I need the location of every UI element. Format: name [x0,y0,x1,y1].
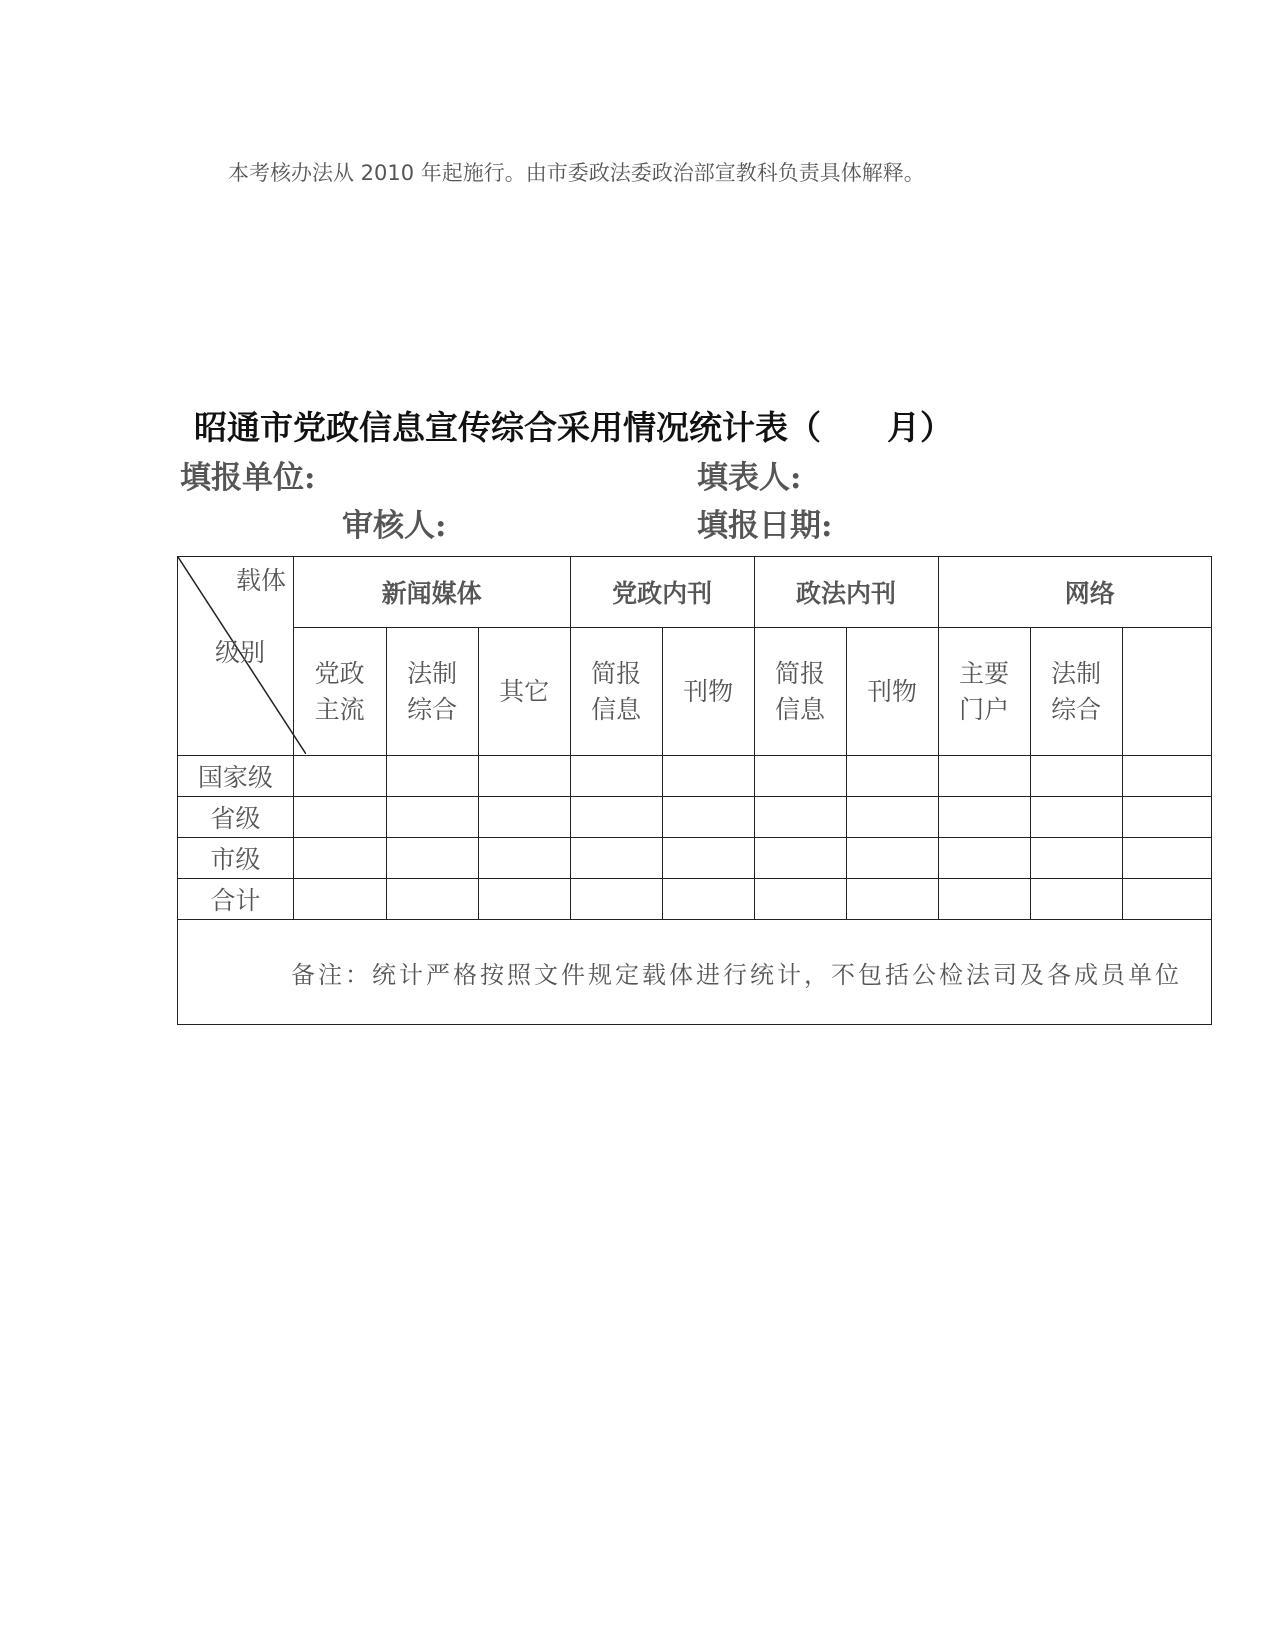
data-cell[interactable] [1030,838,1122,879]
note-text: 备注：统计严格按照文件规定载体进行统计，不包括公检法司及各成员单位 [291,960,1182,989]
subheader-line: 信息 [775,694,826,724]
group-header-network: 网络 [938,557,1211,628]
subheader-label [1051,656,1101,728]
subheader-line: 简报 [775,658,826,688]
data-cell[interactable] [938,797,1030,838]
data-cell[interactable] [570,879,662,920]
corner-label-carrier: 载体 [236,566,287,595]
data-cell[interactable] [846,797,938,838]
data-cell[interactable] [386,838,478,879]
data-cell[interactable] [662,756,754,797]
data-cell[interactable] [754,797,846,838]
subheader-line: 主要 [959,658,1010,688]
data-cell[interactable] [478,838,570,879]
subheader-row [178,628,1212,756]
data-cell[interactable] [1122,797,1211,838]
data-cell[interactable] [846,879,938,920]
data-cell[interactable] [938,756,1030,797]
data-cell[interactable] [662,797,754,838]
statistics-table [177,556,1212,1025]
subheader-label [959,656,1009,728]
subheader-line: 简报 [591,658,642,688]
table-row [178,756,1212,797]
intro-text: 本考核办法从 2010 年起施行。由市委政法委政治部宣教科负责具体解释。 [228,161,925,185]
subheader-cell [846,628,938,756]
data-cell[interactable] [570,756,662,797]
note-cell [178,920,1212,1025]
form-title: 昭通市党政信息宣传综合采用情况统计表（ 月） [194,408,953,447]
subheader-label [407,656,457,728]
data-cell[interactable] [1122,838,1211,879]
subheader-cell [293,628,386,756]
subheader-line: 法制 [407,658,458,688]
data-cell[interactable] [570,838,662,879]
field-unit-label: 填报单位: [180,460,316,496]
subheader-label [867,674,917,710]
subheader-line: 综合 [407,694,458,724]
row-label: 市级 [178,838,294,879]
data-cell[interactable] [293,797,386,838]
row-label: 合计 [178,879,294,920]
field-date-label: 填报日期: [697,508,833,544]
field-reviewer-label: 审核人: [342,508,447,544]
table-row [178,838,1212,879]
data-cell[interactable] [846,756,938,797]
table-row [178,797,1212,838]
subheader-label [499,674,549,710]
row-label: 省级 [178,797,294,838]
subheader-cell [386,628,478,756]
data-cell[interactable] [386,797,478,838]
data-cell[interactable] [754,756,846,797]
subheader-line: 刊物 [867,676,918,706]
subheader-label [315,656,365,728]
data-cell[interactable] [754,879,846,920]
subheader-line: 其它 [499,676,550,706]
group-header-news-media: 新闻媒体 [293,557,570,628]
row-label: 国家级 [178,756,294,797]
data-cell[interactable] [293,838,386,879]
subheader-cell [1030,628,1122,756]
table-body [178,756,1212,920]
data-cell[interactable] [1122,756,1211,797]
subheader-line: 主流 [314,694,365,724]
data-cell[interactable] [846,838,938,879]
subheader-line: 信息 [591,694,642,724]
subheader-cell [1122,628,1211,756]
data-cell[interactable] [1030,797,1122,838]
subheader-line: 门户 [959,694,1010,724]
table-row [178,879,1212,920]
data-cell[interactable] [938,879,1030,920]
data-cell[interactable] [1030,756,1122,797]
data-cell[interactable] [570,797,662,838]
data-cell[interactable] [478,756,570,797]
data-cell[interactable] [478,797,570,838]
data-cell[interactable] [1030,879,1122,920]
subheader-cell [938,628,1030,756]
field-filler-label: 填表人: [697,460,802,496]
corner-label-level: 级别 [215,638,266,667]
subheader-line: 刊物 [683,676,734,706]
data-cell[interactable] [386,879,478,920]
subheader-line: 党政 [314,658,365,688]
data-cell[interactable] [662,879,754,920]
subheader-cell [478,628,570,756]
data-cell[interactable] [293,756,386,797]
data-cell[interactable] [478,879,570,920]
group-header-party-internal: 党政内刊 [570,557,754,628]
subheader-label [775,656,825,728]
data-cell[interactable] [386,756,478,797]
subheader-cell [570,628,662,756]
subheader-line: 综合 [1051,694,1102,724]
data-cell[interactable] [293,879,386,920]
data-cell[interactable] [662,838,754,879]
subheader-label [683,674,733,710]
data-cell[interactable] [754,838,846,879]
subheader-line: 法制 [1051,658,1102,688]
subheader-cell [662,628,754,756]
subheader-label [591,656,641,728]
data-cell[interactable] [938,838,1030,879]
group-header-legal-internal: 政法内刊 [754,557,938,628]
data-cell[interactable] [1122,879,1211,920]
corner-header-cell [178,557,294,756]
subheader-cell [754,628,846,756]
